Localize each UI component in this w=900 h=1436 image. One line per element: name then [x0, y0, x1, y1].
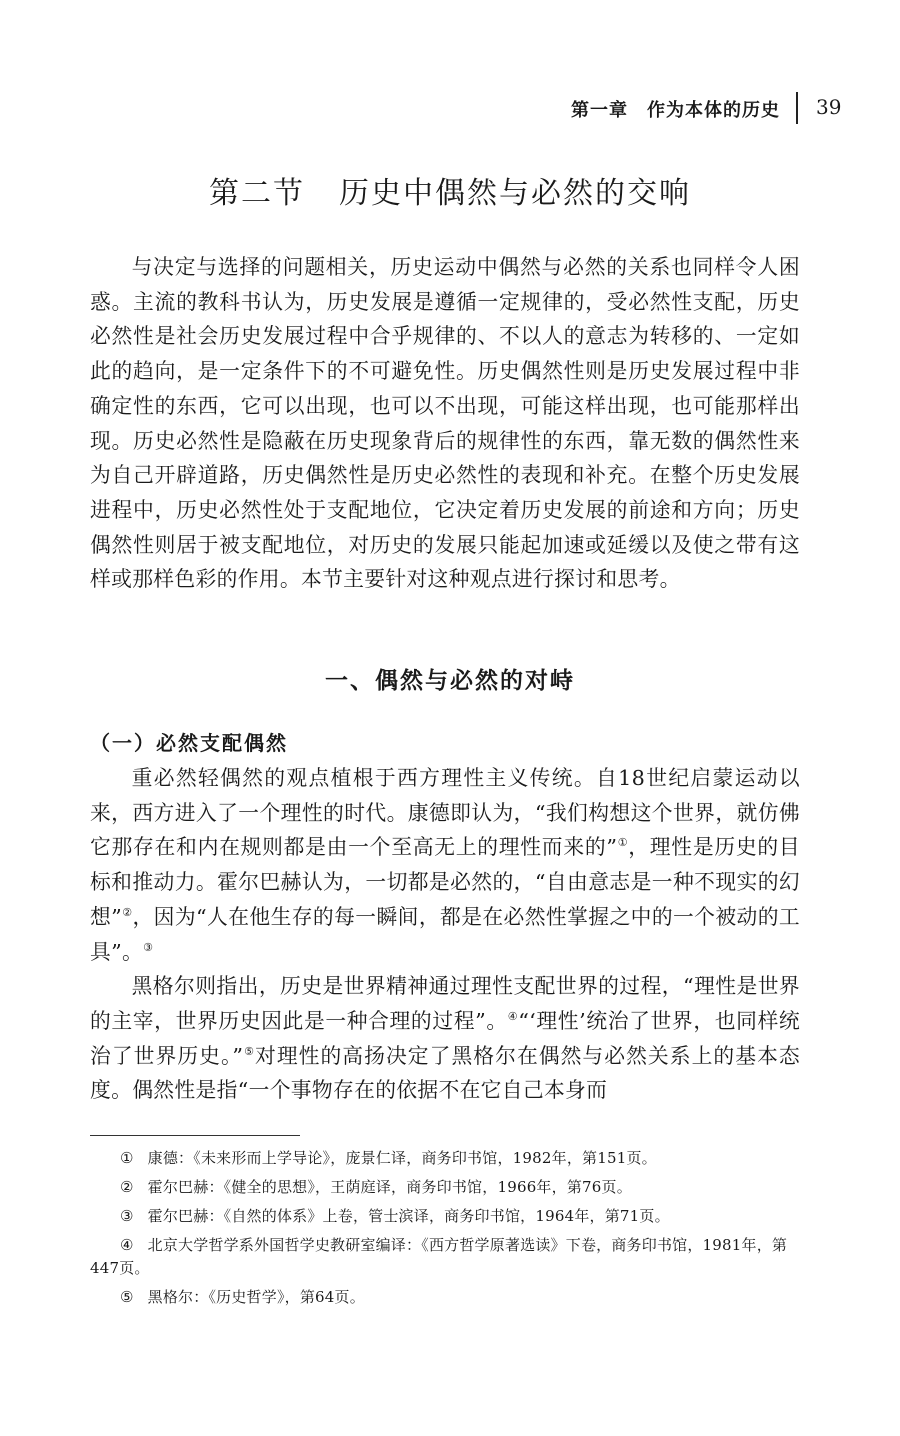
subsubheading: （一）必然支配偶然 — [90, 731, 288, 755]
intro-block — [90, 250, 800, 597]
footnote-text: 北京大学哲学系外国哲学史教研室编译：《西方哲学原著选读》下卷，商务印书馆，1981年，第447页。 — [90, 1236, 788, 1277]
chapter-title: 第一章 作为本体的历史 — [571, 100, 780, 121]
note-ref-2[interactable]: ② — [122, 905, 133, 919]
note-ref-1[interactable]: ① — [617, 836, 629, 850]
paragraph-rationalism: 重必然轻偶然的观点植根于西方理性主义传统。自18世纪启蒙运动以来，西方进入了一个理性的时代。康德即认为，“我们构想这个世界，就仿佛它那存在和内在规则都是由一个至高无上的理性而来的”①，理性是历史的目标和推动力。霍尔巴赫认为，一切都是必然的，“自由意志是一种不现实的幻想”②，因为“人在他生存的每一瞬间，都是在必然性掌握之中的一个被动的工具”。③ — [90, 766, 801, 964]
footnote-4 — [90, 1234, 800, 1280]
footnote-1 — [90, 1147, 800, 1170]
footnote-divider — [90, 1135, 300, 1136]
footnote-text: 黑格尔：《历史哲学》，第64页。 — [147, 1288, 365, 1306]
footnote-mark: ④ — [120, 1236, 134, 1254]
footnote-text: 霍尔巴赫：《自然的体系》上卷，管士滨译，商务印书馆，1964年，第71页。 — [147, 1207, 670, 1225]
running-header — [0, 92, 900, 128]
footnote-2 — [90, 1176, 800, 1199]
footnotes — [90, 1147, 800, 1315]
footnote-mark: ① — [120, 1149, 134, 1167]
footnote-5 — [90, 1286, 800, 1309]
footnote-text: 康德：《未来形而上学导论》，庞景仁译，商务印书馆，1982年，第151页。 — [147, 1149, 657, 1167]
section-number: 第二节 — [209, 176, 305, 211]
note-ref-3[interactable]: ③ — [143, 940, 154, 954]
page-number: 39 — [816, 95, 842, 119]
footnote-text: 霍尔巴赫：《健全的思想》，王荫庭译，商务印书馆，1966年，第76页。 — [147, 1178, 632, 1196]
note-ref-5[interactable]: ⑤ — [243, 1044, 255, 1058]
header-divider — [796, 92, 798, 124]
note-ref-4[interactable]: ④ — [507, 1010, 519, 1023]
section-title — [0, 168, 900, 212]
footnote-3 — [90, 1205, 800, 1228]
intro-paragraph: 与决定与选择的问题相关，历史运动中偶然与必然的关系也同样令人困惑。主流的教科书认为，历史发展是遵循一定规律的，受必然性支配，历史必然性是社会历史发展过程中合乎规律的、不以人的意志为转移的、一定如此的趋向，是一定条件下的不可避免性。历史偶然性则是历史发展过程中非确定性的东西，它可以出现，也可以不出现，可能这样出现，也可能那样出现。历史必然性是隐蔽在历史现象背后的规律性的东西，靠无数的偶然性来为自己开辟道路，历史偶然性是历史必然性的表现和补充。在整个历史发展进程中，历史必然性处于支配地位，它决定着历史发展的前途和方向；历史偶然性则居于被支配地位，对历史的发展只能起加速或延缓以及使之带有这样或那样色彩的作用。本节主要针对这种观点进行探讨和思考。 — [90, 255, 800, 592]
paragraph-hegel: 黑格尔则指出，历史是世界精神通过理性支配世界的过程，“理性是世界的主宰，世界历史因此是一种合理的过程”。④“‘理性’统治了世界，也同样统治了世界历史。”⑤对理性的高扬决定了黑格尔在偶然与必然关系上的基本态度。偶然性是指“一个事物存在的依据不在它自己本身而 — [90, 974, 800, 1103]
section-title-text: 历史中偶然与必然的交响 — [339, 176, 691, 211]
footnote-mark: ② — [120, 1178, 134, 1196]
footnote-mark: ⑤ — [120, 1288, 134, 1306]
main-text-block — [90, 761, 800, 1108]
footnote-mark: ③ — [120, 1207, 134, 1225]
subheading: 一、偶然与必然的对峙 — [325, 668, 575, 694]
